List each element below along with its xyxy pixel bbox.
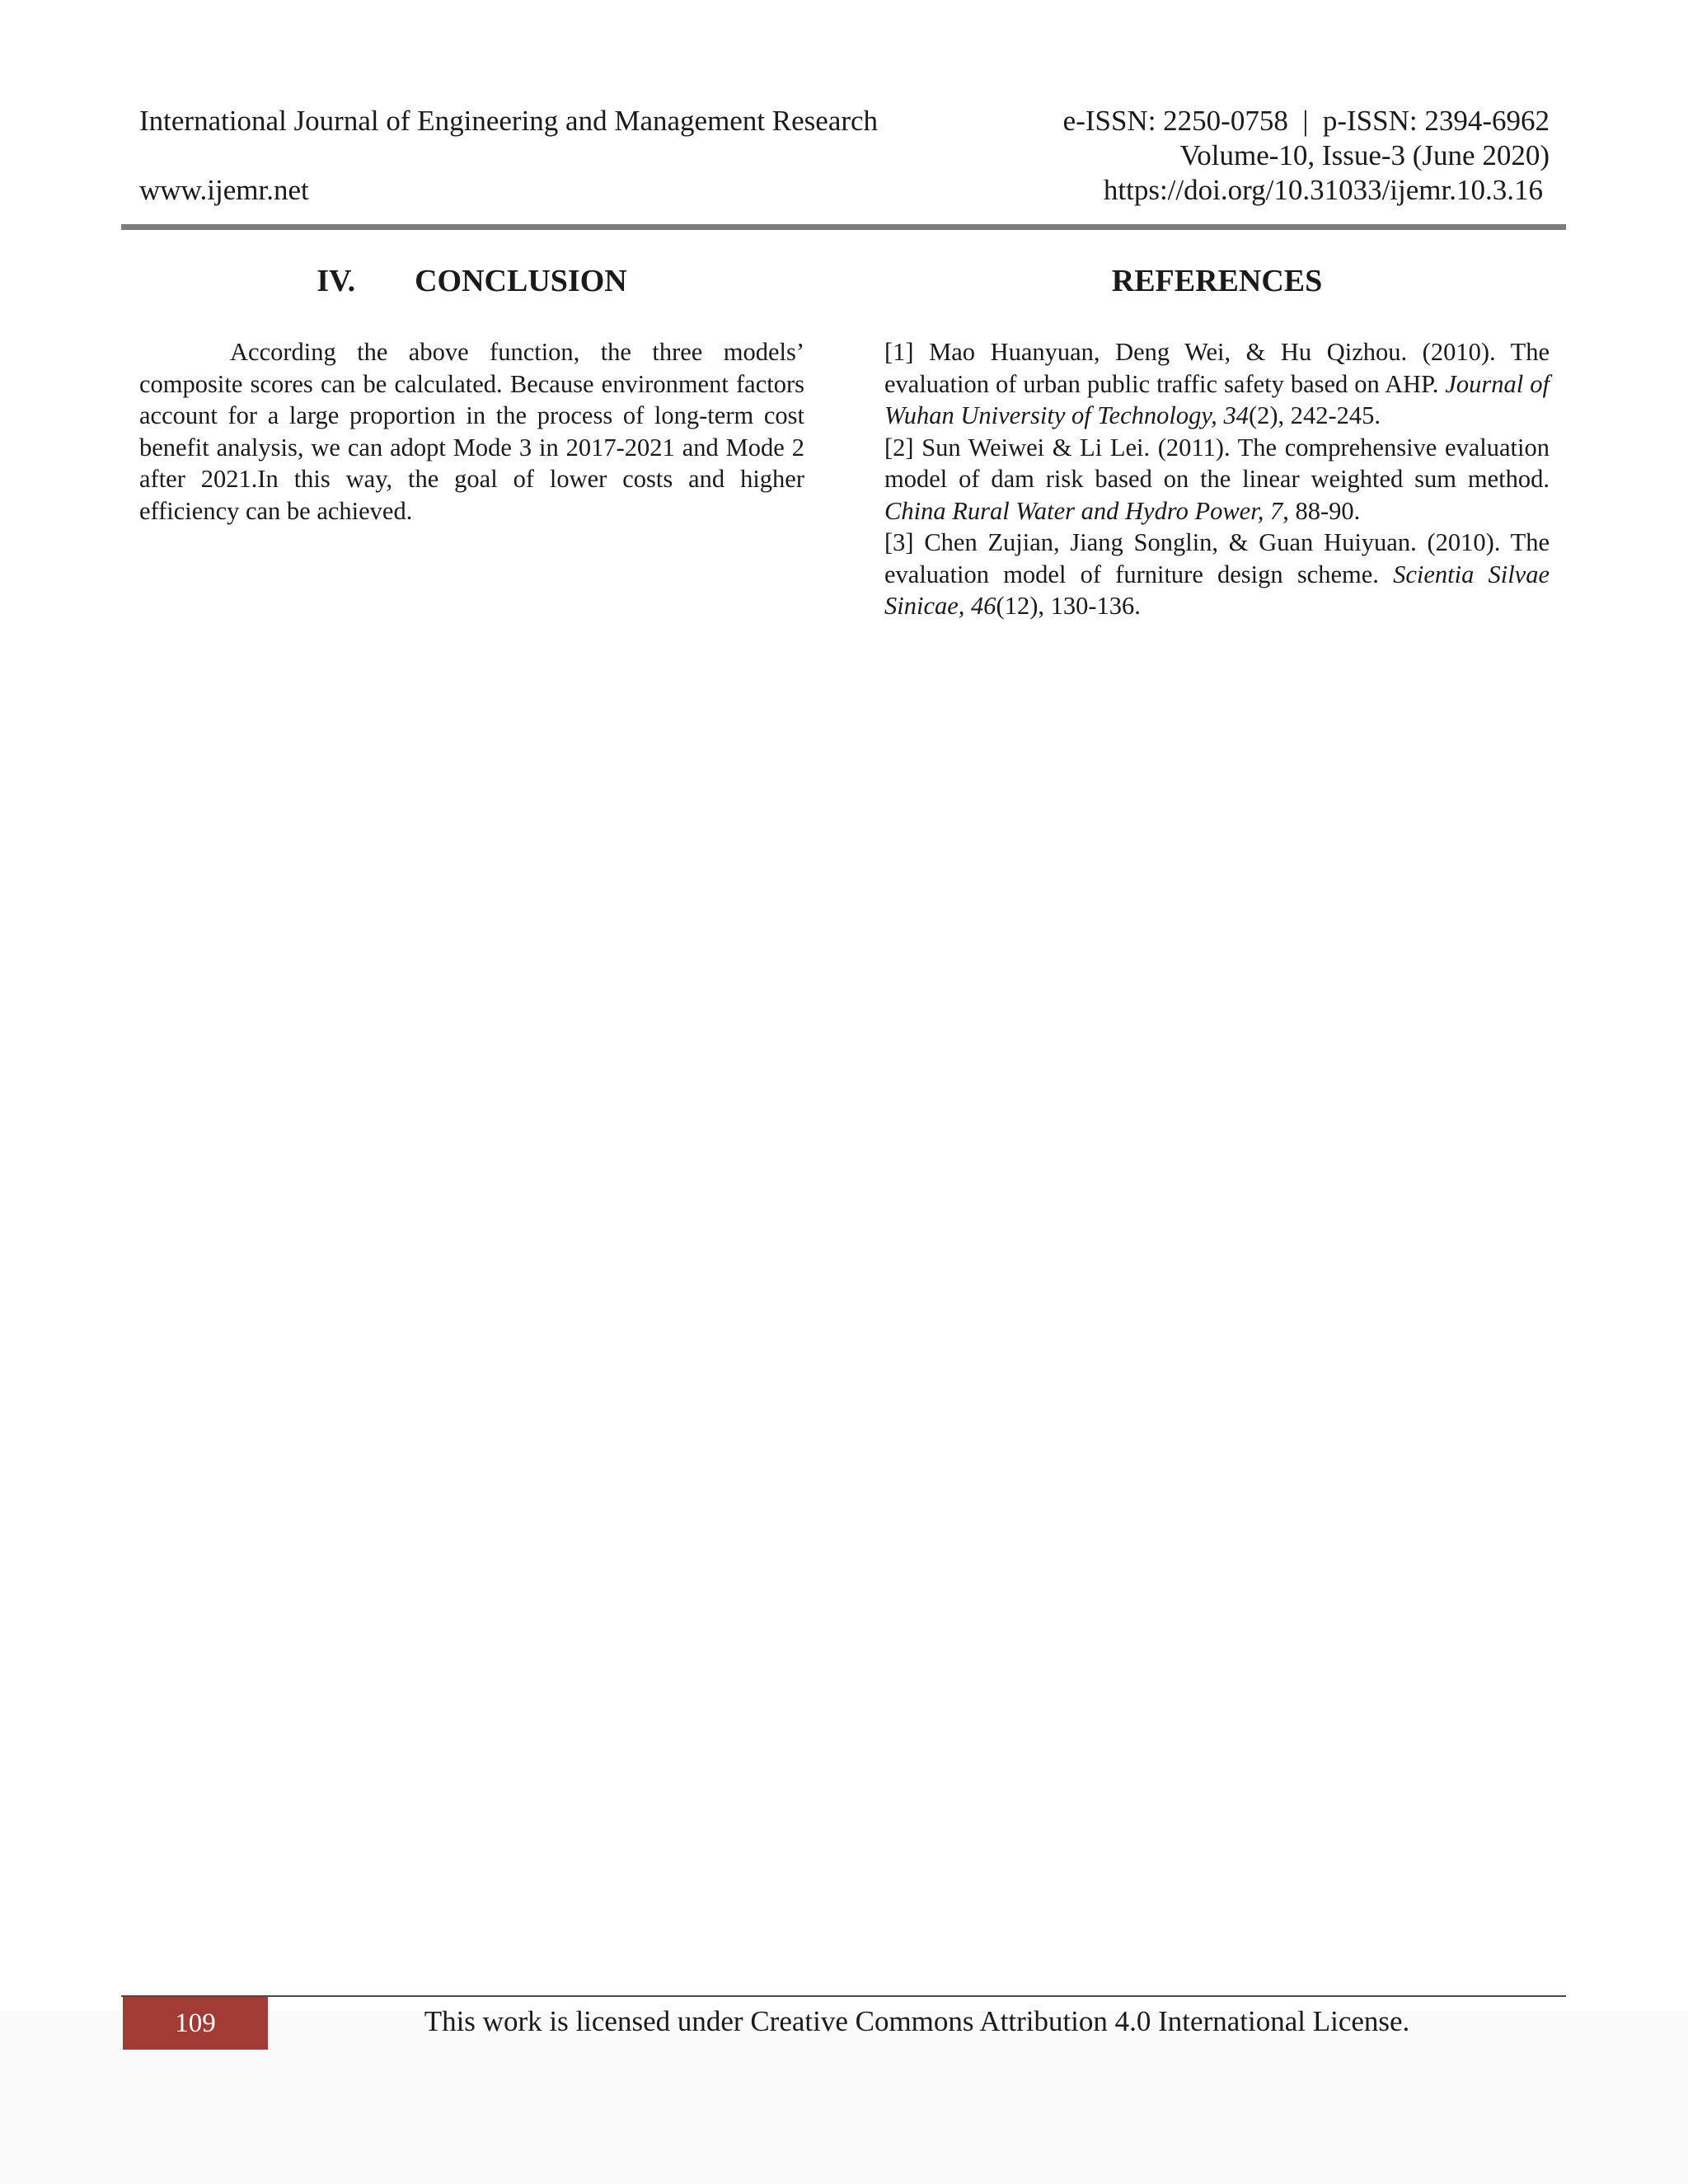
website-link[interactable]: www.ijemr.net	[139, 174, 309, 206]
reference-authors: Chen Zujian, Jiang Songlin, & Guan Huiyuan. (2010).	[924, 528, 1501, 556]
reference-volume: 34	[1223, 401, 1249, 429]
reference-pages: , 88-90.	[1282, 496, 1361, 525]
conclusion-heading	[139, 262, 804, 300]
reference-label: [1]	[884, 338, 914, 366]
reference-item	[884, 336, 1550, 432]
reference-volume: 46	[971, 592, 996, 620]
reference-journal: Journal of Wuhan University of Technology,	[884, 369, 1550, 429]
reference-item	[884, 432, 1550, 527]
header-row-bottom	[139, 173, 1550, 208]
section-title: CONCLUSION	[415, 264, 627, 298]
reference-pages: (12), 130-136.	[996, 592, 1141, 620]
license-notice: This work is licensed under Creative Commons Attribution 4.0 International License.	[424, 2005, 1410, 2037]
reference-journal: Scientia Silvae Sinicae,	[884, 560, 1550, 620]
references-section	[884, 262, 1550, 622]
page-number: 109	[123, 1997, 268, 2050]
reference-volume: 7	[1269, 496, 1283, 525]
conclusion-section	[139, 262, 804, 527]
footer-divider	[121, 1995, 1566, 1997]
reference-title: The evaluation of urban public traffic safety based on AHP.	[884, 338, 1550, 398]
reference-label: [3]	[884, 528, 914, 556]
reference-pages: (2), 242-245.	[1248, 401, 1381, 429]
doi-link[interactable]: https://doi.org/10.31033/ijemr.10.3.16	[1103, 174, 1543, 206]
issn-line: e-ISSN: 2250-0758 | p-ISSN: 2394-6962	[1062, 105, 1550, 137]
section-number: IV.	[316, 264, 356, 298]
running-header	[139, 104, 1550, 208]
header-issn-block	[1063, 104, 1550, 173]
reference-item	[884, 527, 1550, 622]
journal-name: International Journal of Engineering and Management Research	[139, 105, 879, 137]
conclusion-paragraph: According the above function, the three models’ composite scores can be calculated. Because environment factors account for a large proportion in the process of long-term cost benefit analysis, we can adopt Mode 3 in 2017-2021 and Mode 2 after 2021.In this way, the goal of lower costs and higher efficiency can be achieved.	[139, 338, 804, 525]
volume-line: Volume-10, Issue-3 (June 2020)	[1179, 139, 1550, 171]
reference-journal: China Rural Water and Hydro Power,	[884, 496, 1264, 525]
header-row-top	[139, 104, 1550, 173]
reference-title: The comprehensive evaluation model of dam risk based on the linear weighted sum method.	[884, 433, 1550, 493]
reference-label: [2]	[884, 433, 914, 462]
reference-authors: Sun Weiwei & Li Lei. (2011).	[921, 433, 1231, 462]
reference-authors: Mao Huanyuan, Deng Wei, & Hu Qizhou. (2010).	[929, 338, 1496, 366]
reference-title: The evaluation model of furniture design scheme.	[884, 528, 1550, 588]
references-heading: REFERENCES	[1111, 264, 1323, 298]
header-divider	[121, 224, 1566, 230]
